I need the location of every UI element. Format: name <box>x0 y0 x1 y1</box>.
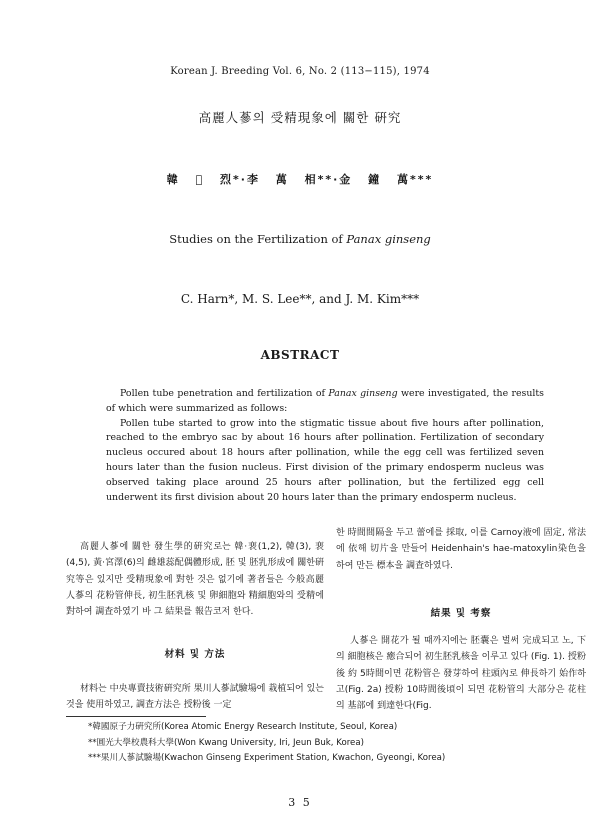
left-column-intro <box>66 539 324 620</box>
footnotes <box>88 720 568 767</box>
abstract-p1-end: were investigated, the results of which were summarized as follows: <box>106 388 544 414</box>
section-heading-methods: 材料 및 方法 <box>164 649 226 660</box>
abstract-paragraph-1 <box>106 387 544 417</box>
abstract-heading: ABSTRACT <box>260 348 340 362</box>
right-column-methods-cont <box>336 525 586 574</box>
intro-paragraph: 高麗人蔘에 關한 發生學的硏究로는 韓·裵(1,2), 韓(3), 裵(4,5), 黃·宮澤(6)의 雌雄蕊配偶體形成, 胚 및 胚乳形成에 關한硏究等은 있지만 受精現象에 對한 것은 없기에 著者들은 今般高麗人蔘의 花粉管伸長, 初生胚乳核 및 卵細胞와 精細胞와의 受精에 對하여 調査하였기 바 그 結果를 報告코저 한다. <box>66 542 324 618</box>
footnote-divider <box>66 716 206 717</box>
english-title-text: Studies on the Fertilization of <box>169 232 347 246</box>
abstract-p1-start: Pollen tube penetration and fertilization of <box>120 388 329 399</box>
journal-citation: Korean J. Breeding Vol. 6, No. 2 (113−115), 1974 <box>170 66 430 77</box>
section-heading-results: 結果 및 考察 <box>430 608 492 619</box>
footnote-3: ***果川人蔘試驗場(Kwachon Ginseng Experiment Station, Kwachon, Gyeongi, Korea) <box>88 753 446 763</box>
page-number: 3 5 <box>288 796 312 809</box>
left-column-methods <box>66 681 324 714</box>
abstract-p1-species: Panax ginseng <box>328 388 398 399</box>
english-title-species: Panax ginseng <box>346 232 431 246</box>
english-authors: C. Harn*, M. S. Lee**, and J. M. Kim*** <box>180 292 420 306</box>
footnote-2: **圓光大學校農科大學(Won Kwang University, Iri, Jeun Buk, Korea) <box>88 737 364 748</box>
right-column-results <box>336 633 586 714</box>
results-paragraph: 人蔘은 開花가 될 때까지에는 胚囊은 벌써 完成되고 노, 下의 細胞核은 癒合되어 初生胚乳核을 이루고 있다 (Fig. 1). 授粉後 約 5時間이면 花粉管은 發芽하여 柱頭內로 伸長하기 始作하고(Fig. 2a) 授粉 10時間後頃이 되면 花粉管의 大部分은 花柱의 基部에 到達한다(Fig. <box>336 636 586 712</box>
methods-continued-paragraph: 한 時間間隔을 두고 蕾에를 採取, 이를 Carnoy液에 固定, 常法에 依해 切片을 만들어 Heidenhain's hae-matoxylin染色을 하여 만든 標本을 調査하였다. <box>336 528 586 571</box>
english-title <box>0 232 600 246</box>
korean-title: 高麗人蔘의 受精現象에 關한 硏究 <box>198 110 402 125</box>
methods-paragraph: 材料는 中央專賣技術硏究所 果川人蔘試驗場에 栽植되어 있는 것을 使用하였고, 調査方法은 授粉後 一定 <box>66 684 324 711</box>
korean-authors: 韓 𢿄 烈*·李 萬 相**·金 鐘 萬*** <box>166 173 434 186</box>
footnote-1: *韓國原子力硏究所(Korea Atomic Energy Research Institute, Seoul, Korea) <box>88 722 398 732</box>
abstract-paragraph-2: Pollen tube started to grow into the stigmatic tissue about five hours after pollination, reached to the embryo sac by about 16 hours after pollination. Fertilization of secondary nucleus occured about 18 hours after pollination, while the egg cell was fertilized seven hours later than the fusion nucleus. First division of the primary endosperm nucleus was observed taking place around 25 hours after pollination, but the fertilized egg cell underwent its first division about 20 hours later than the primary endosperm nucleus. <box>106 417 544 503</box>
abstract-body <box>106 387 544 505</box>
